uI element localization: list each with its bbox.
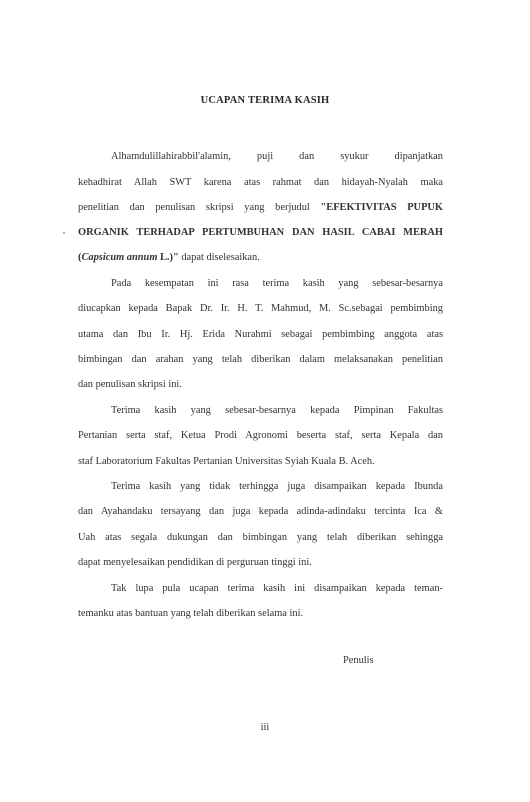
paragraph-1-line-5-text: dapat diselesaikan. <box>178 252 260 263</box>
species-name: Capsicum annum <box>81 252 158 263</box>
paragraph-2-line-1: Pada kesempatan ini rasa terima kasih yang sebesar-besarnya <box>111 278 443 289</box>
thesis-title-close: L.)" <box>157 252 179 263</box>
paragraph-2-line-3: utama dan Ibu Ir. Hj. Erida Nurahmi sebagai pembimbing anggota atas <box>78 329 443 340</box>
paragraph-3-line-3: staf Laboratorium Fakultas Pertanian Universitas Syiah Kuala B. Aceh. <box>78 456 375 467</box>
thesis-title-line-2: ORGANIK TERHADAP PERTUMBUHAN DAN HASIL CABAI MERAH <box>78 227 443 238</box>
paragraph-4-line-3: Uah atas segala dukungan dan bimbingan yang telah diberikan sehingga <box>78 532 443 543</box>
signature-label: Penulis <box>343 655 374 666</box>
page-number: iii <box>260 722 270 733</box>
paragraph-1-line-3 <box>78 201 443 214</box>
paragraph-1-line-1: Alhamdulillahirabbil'alamin, puji dan syukur dipanjatkan <box>111 151 443 162</box>
paragraph-3-line-1: Terima kasih yang sebesar-besarnya kepada Pimpinan Fakultas <box>111 405 443 416</box>
paragraph-1-line-3-text: penelitian dan penulisan skripsi yang berjudul <box>78 202 321 213</box>
paragraph-2-line-4: bimbingan dan arahan yang telah diberikan dalam melaksanakan penelitian <box>78 354 443 365</box>
paragraph-5-line-2: temanku atas bantuan yang telah diberikan selama ini. <box>78 608 304 619</box>
thesis-title-start: "EFEKTIVITAS PUPUK <box>320 202 443 213</box>
paragraph-5-line-1: Tak lupa pula ucapan terima kasih ini disampaikan kepada teman- <box>111 583 443 594</box>
paragraph-2-line-5: dan penulisan skripsi ini. <box>78 379 182 390</box>
paragraph-4-line-2: dan Ayahandaku tersayang dan juga kepada adinda-adindaku tercinta Ica & <box>78 506 443 517</box>
paragraph-1-line-2: kehadhirat Allah SWT karena atas rahmat dan hidayah-Nyalah maka <box>78 177 443 188</box>
paragraph-4-line-4: dapat menyelesaikan pendidikan di perguruan tinggi ini. <box>78 557 312 568</box>
scan-speck <box>63 232 65 234</box>
paragraph-4-line-1: Terima kasih yang tidak terhingga juga disampaikan kepada Ibunda <box>111 481 443 492</box>
paragraph-1-line-5 <box>78 251 443 264</box>
paragraph-3-line-2: Pertanian serta staf, Ketua Prodi Agronomi beserta staf, serta Kepala dan <box>78 430 443 441</box>
page-title: UCAPAN TERIMA KASIH <box>200 95 330 106</box>
thesis-title-open-paren: ( <box>78 252 82 263</box>
paragraph-2-line-2: diucapkan kepada Bapak Dr. Ir. H. T. Mahmud, M. Sc.sebagai pembimbing <box>78 303 443 314</box>
